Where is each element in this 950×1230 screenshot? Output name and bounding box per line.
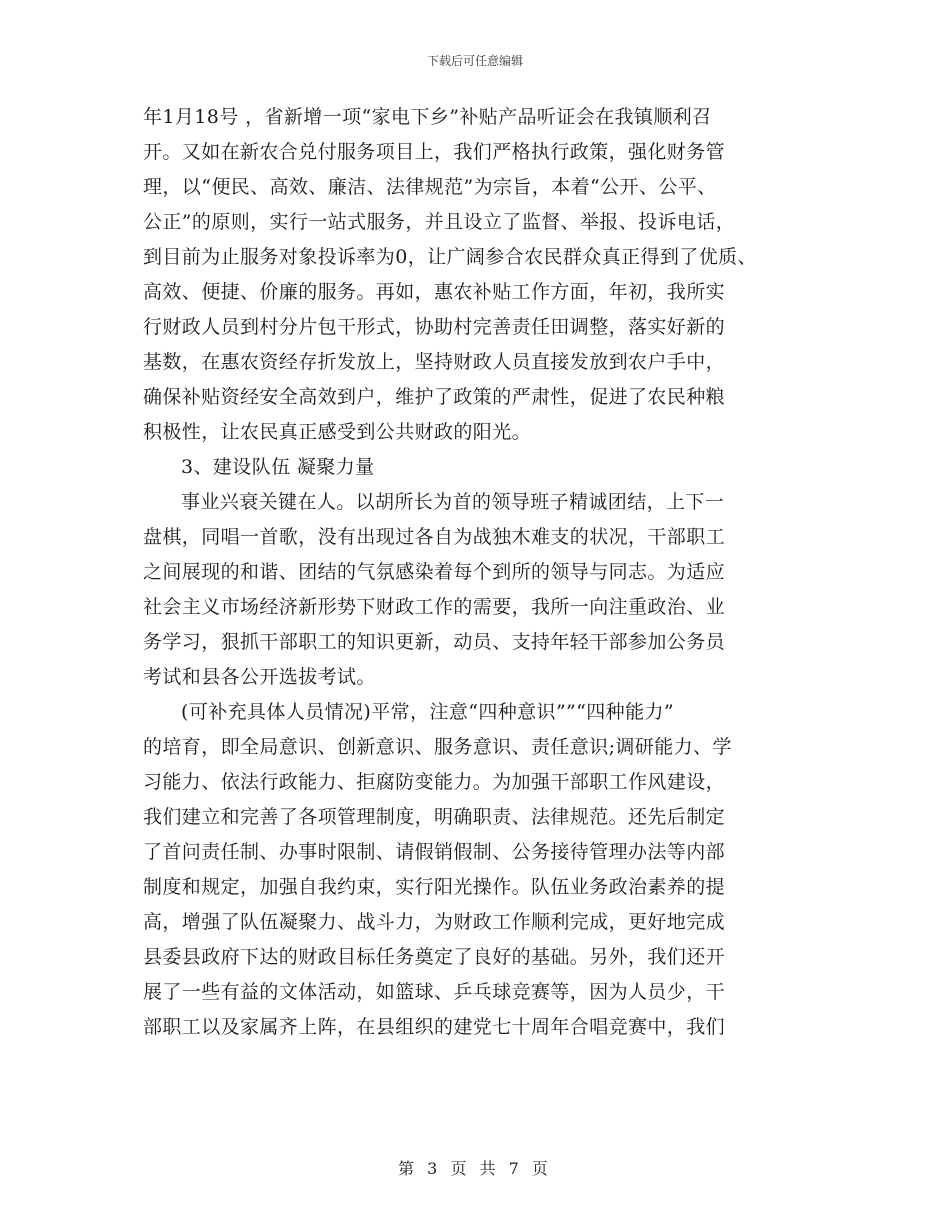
text-line: 的培育，即全局意识、创新意识、服务意识、责任意识;调研能力、学 [143, 736, 732, 758]
text-line: 习能力、依法行政能力、拒腐防变能力。为加强干部职工作风建设， [143, 771, 726, 793]
text-line: 社会主义市场经济新形势下财政工作的需要，我所一向注重政治、业 [143, 596, 726, 618]
text-line: 展了一些有益的文体活动，如篮球、乒乓球竞赛等，因为人员少，干 [143, 981, 726, 1003]
text-line: 制度和规定，加强自我约束，实行阳光操作。队伍业务政治素养的提 [143, 876, 726, 898]
page-header: 下载后可任意编辑 [426, 54, 523, 68]
text-line: 部职工以及家属齐上阵，在县组织的建党七十周年合唱竞赛中，我们 [143, 1016, 726, 1038]
text-line: 年1月18号 ，省新增一项“家电下乡”补贴产品听证会在我镇顺利召 [143, 106, 712, 128]
text-line: 高效、便捷、价廉的服务。再如，惠农补贴工作方面，年初，我所实 [143, 281, 726, 303]
text-line: 确保补贴资经安全高效到户，维护了政策的严肃性，促进了农民种粮 [143, 386, 726, 408]
text-line: 我们建立和完善了各项管理制度，明确职责、法律规范。还先后制定 [143, 806, 726, 828]
text-line: 考试和县各公开选拔考试。 [143, 666, 376, 688]
text-line: 积极性，让农民真正感受到公共财政的阳光。 [143, 421, 532, 443]
text-line: 了首问责任制、办事时限制、请假销假制、公务接待管理办法等内部 [143, 841, 726, 863]
text-line: 基数，在惠农资经存折发放上，坚持财政人员直接发放到农户手中， [143, 351, 726, 373]
section-heading: 3、建设队伍 凝聚力量 [181, 456, 375, 478]
text-line: 盘棋，同唱一首歌，没有出现过各自为战独木难支的状况，干部职工 [143, 526, 726, 548]
text-line: 行财政人员到村分片包干形式，协助村完善责任田调整，落实好新的 [143, 316, 726, 338]
text-line: 之间展现的和谐、团结的气氛感染着每个到所的领导与同志。为适应 [143, 561, 726, 583]
page-footer: 第 3 页 共 7 页 [398, 1159, 552, 1178]
text-line: 事业兴衰关键在人。以胡所长为首的领导班子精诚团结，上下一 [181, 491, 725, 513]
text-line: 理，以“便民、高效、廉洁、法律规范”为宗旨，本着“公开、公平、 [143, 176, 717, 198]
text-line: 到目前为止服务对象投诉率为0，让广阔参合农民群众真正得到了优质、 [143, 246, 757, 268]
text-line: 县委县政府下达的财政目标任务奠定了良好的基础。另外，我们还开 [143, 946, 726, 968]
text-line: 高，增强了队伍凝聚力、战斗力，为财政工作顺利完成，更好地完成 [143, 911, 726, 933]
text-line: 务学习，狠抓干部职工的知识更新，动员、支持年轻干部参加公务员 [143, 631, 726, 653]
body-text [143, 100, 823, 1045]
text-line: 公正”的原则，实行一站式服务，并且设立了监督、举报、投诉电话， [143, 211, 736, 233]
text-line: 开。又如在新农合兑付服务项目上，我们严格执行政策，强化财务管 [143, 141, 726, 163]
text-line: (可补充具体人员情况)平常，注意“四种意识””“四种能力” [181, 701, 674, 723]
